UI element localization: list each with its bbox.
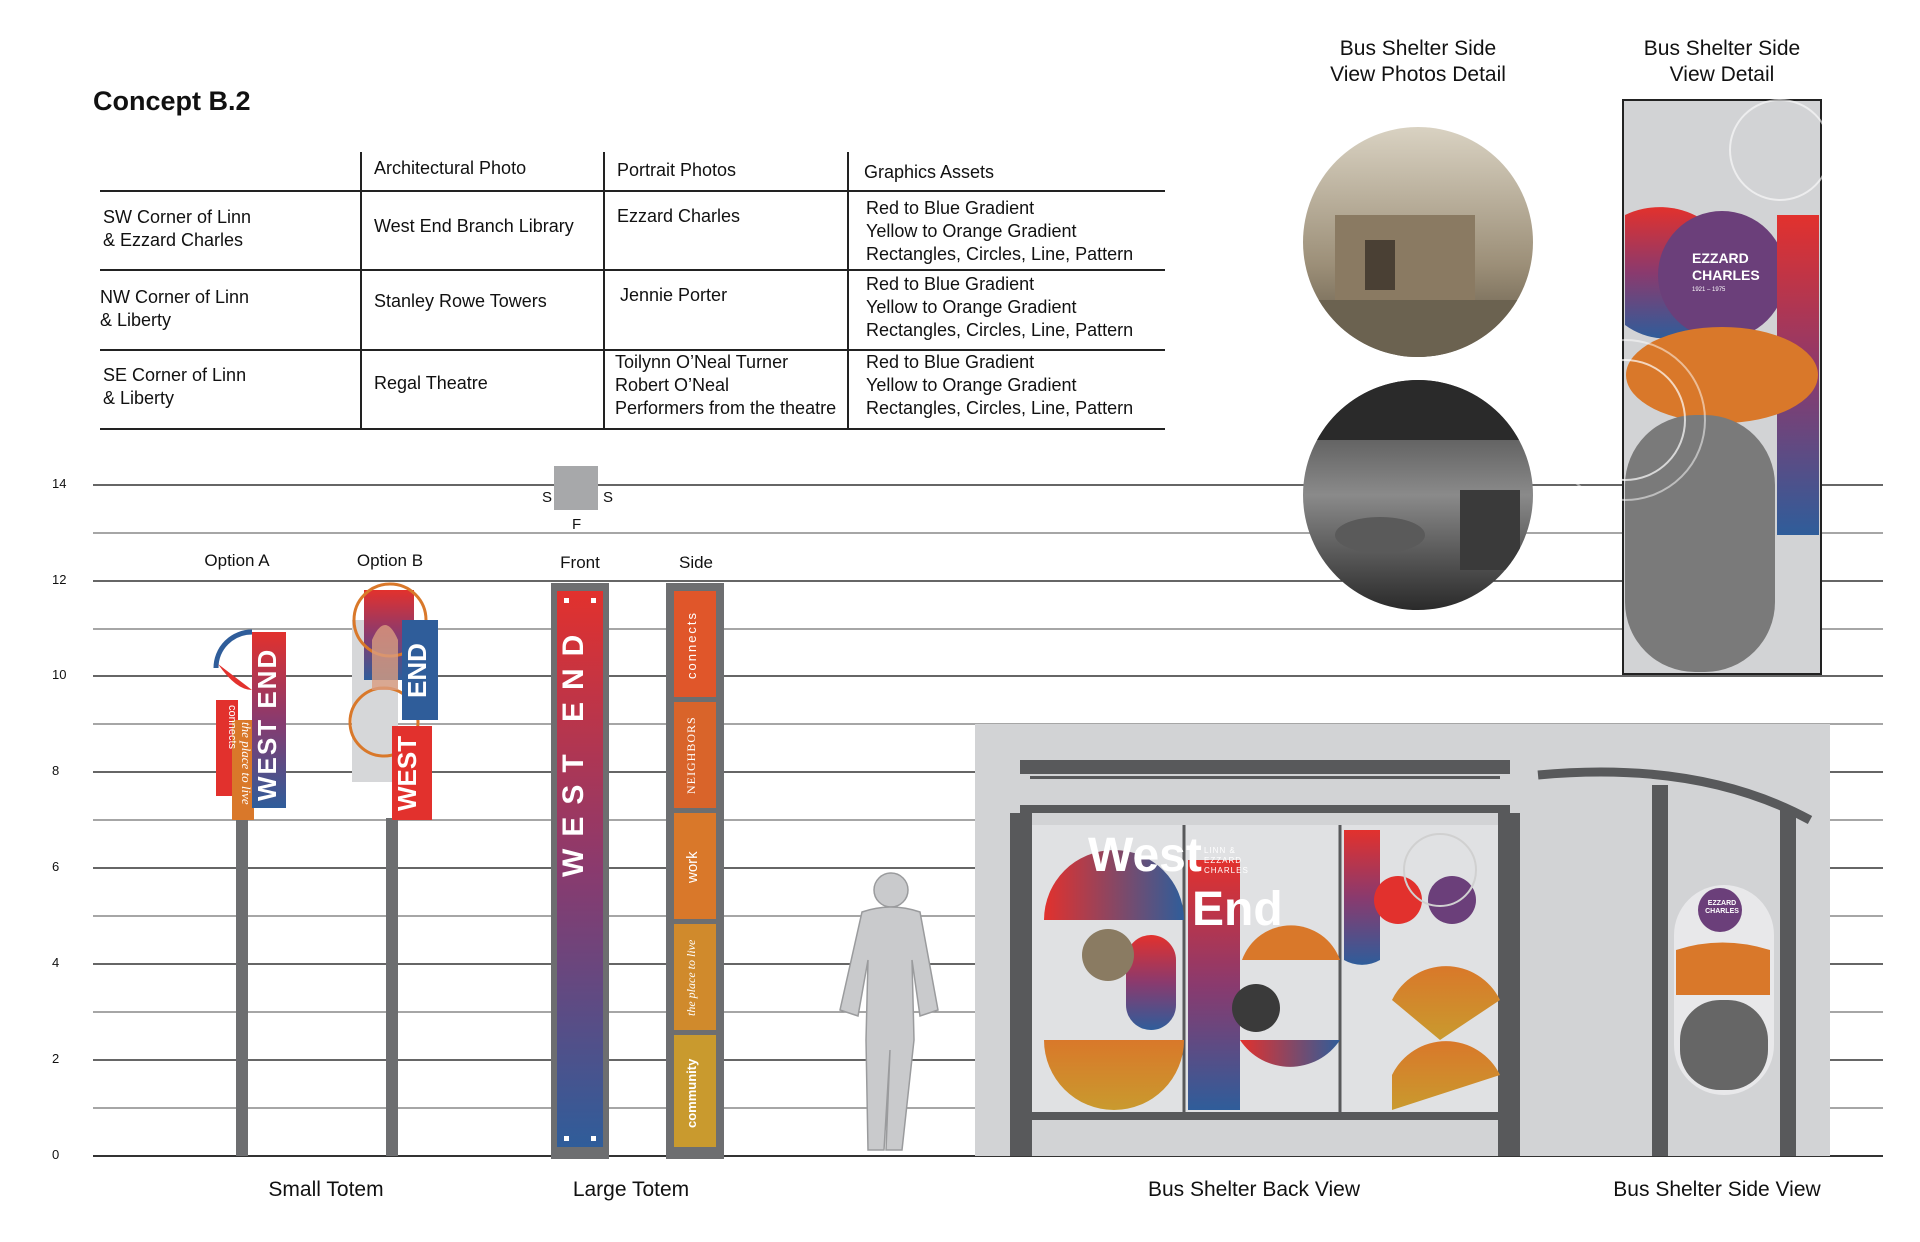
option-a-label: Option A <box>204 551 270 570</box>
shelter-post <box>1010 813 1032 1156</box>
table-cell: Red to Blue Gradient Yellow to Orange Gradient Rectangles, Circles, Line, Pattern <box>866 274 1134 340</box>
scale-tick: 0 <box>52 1147 60 1162</box>
scale-tick: 14 <box>52 476 67 491</box>
table-cell: NW Corner of Linn & Liberty <box>100 287 250 330</box>
table-cell: Ezzard Charles <box>617 206 741 226</box>
detail-name: EZZARD CHARLES <box>1692 250 1760 283</box>
table-header-graphics: Graphics Assets <box>864 162 995 182</box>
side-detail-heading: Bus Shelter Side View Detail <box>1643 37 1801 86</box>
sign-accent <box>218 664 252 690</box>
shelter-base-rail <box>1032 1112 1498 1120</box>
shelter-post <box>1780 810 1796 1156</box>
sign-a-tagline: the place to live <box>239 722 254 805</box>
scale-tick: 10 <box>52 667 67 682</box>
table-cell: Red to Blue Gradient Yellow to Orange Gradient Rectangles, Circles, Line, Pattern <box>866 352 1134 418</box>
totem-pole <box>236 818 248 1156</box>
shelter-roof <box>1020 760 1510 774</box>
arc-shape <box>216 632 252 668</box>
table-cell: West End Branch Library <box>374 216 574 236</box>
table-cell: Red to Blue Gradient Yellow to Orange Gradient Rectangles, Circles, Line, Pattern <box>866 198 1134 264</box>
bus-shelter-back-caption: Bus Shelter Back View <box>1147 1178 1361 1201</box>
bolt <box>591 598 596 603</box>
scale-tick: 4 <box>52 955 60 970</box>
shelter-roof-lower <box>1020 805 1510 813</box>
side-word: community <box>684 1058 699 1128</box>
large-totem-front-title: WEST END <box>557 622 590 878</box>
page-title: Concept B.2 <box>93 86 251 116</box>
side-word: NEIGHBORS <box>684 716 698 794</box>
orange-band <box>1676 943 1770 996</box>
orientation-key-right: S <box>603 489 614 506</box>
orientation-key-bottom: F <box>572 516 582 533</box>
sign-a-title: WEST END <box>252 647 282 801</box>
scale-tick: 2 <box>52 1051 60 1066</box>
table-cell: Jennie Porter <box>620 285 728 305</box>
option-b-label: Option B <box>356 551 424 570</box>
scale-tick: 6 <box>52 859 60 874</box>
side-word: connects <box>684 610 699 680</box>
side-word: work <box>684 851 701 883</box>
photos-detail <box>1302 127 1542 610</box>
table-cell: Stanley Rowe Towers <box>374 291 547 311</box>
shelter-word-end: End <box>1192 883 1283 936</box>
scale-tick: 8 <box>52 763 60 778</box>
shelter-sub-text: LINN & EZZARD CHARLES <box>1204 846 1249 875</box>
detail-dates: 1921 – 1975 <box>1692 287 1726 293</box>
shelter-roof-rail <box>1030 776 1500 779</box>
photo-circle <box>1082 929 1134 981</box>
shelter-word-west: West <box>1088 829 1202 882</box>
bolt <box>564 598 569 603</box>
circle-shape <box>1428 876 1476 924</box>
portrait-photo <box>1625 415 1775 672</box>
pill-shape <box>1126 935 1176 1030</box>
side-word: the place to live <box>684 939 698 1017</box>
sign-a-side-word: connects <box>226 705 238 750</box>
totem-pole <box>386 818 398 1156</box>
front-label: Front <box>560 553 600 572</box>
bolt <box>591 1136 596 1141</box>
shelter-post <box>1652 785 1668 1156</box>
bus-shelter-side-caption: Bus Shelter Side View <box>1613 1178 1821 1201</box>
table-cell: SW Corner of Linn & Ezzard Charles <box>103 207 252 250</box>
circle-shape <box>1374 876 1422 924</box>
sign-b-end: END <box>402 643 432 699</box>
photo-circle <box>1232 984 1280 1032</box>
orientation-key-box <box>554 466 598 510</box>
side-view-detail-panel <box>1545 100 1830 674</box>
orange-ellipse <box>1626 327 1818 423</box>
table-header-arch: Architectural Photo <box>374 158 527 178</box>
shelter-post <box>1498 813 1520 1156</box>
large-totem-caption: Large Totem <box>572 1178 690 1201</box>
table-header-portrait: Portrait Photos <box>617 160 737 180</box>
sign-b-west: WEST <box>392 735 422 811</box>
table-cell: Toilynn O’Neal Turner Robert O’Neal Performers from the theatre <box>615 352 837 418</box>
building-illustration <box>372 625 398 690</box>
side-view-name: EZZARD CHARLES <box>1705 900 1739 915</box>
small-totem-caption: Small Totem <box>268 1178 384 1201</box>
bolt <box>564 1136 569 1141</box>
portrait-photo <box>1680 1000 1768 1090</box>
table-cell: Regal Theatre <box>374 373 488 393</box>
photos-detail-heading: Bus Shelter Side View Photos Detail <box>1330 37 1506 86</box>
orientation-key-left: S <box>542 489 553 506</box>
table-cell: SE Corner of Linn & Liberty <box>103 365 247 408</box>
side-label: Side <box>678 553 714 572</box>
scale-tick: 12 <box>52 572 67 587</box>
